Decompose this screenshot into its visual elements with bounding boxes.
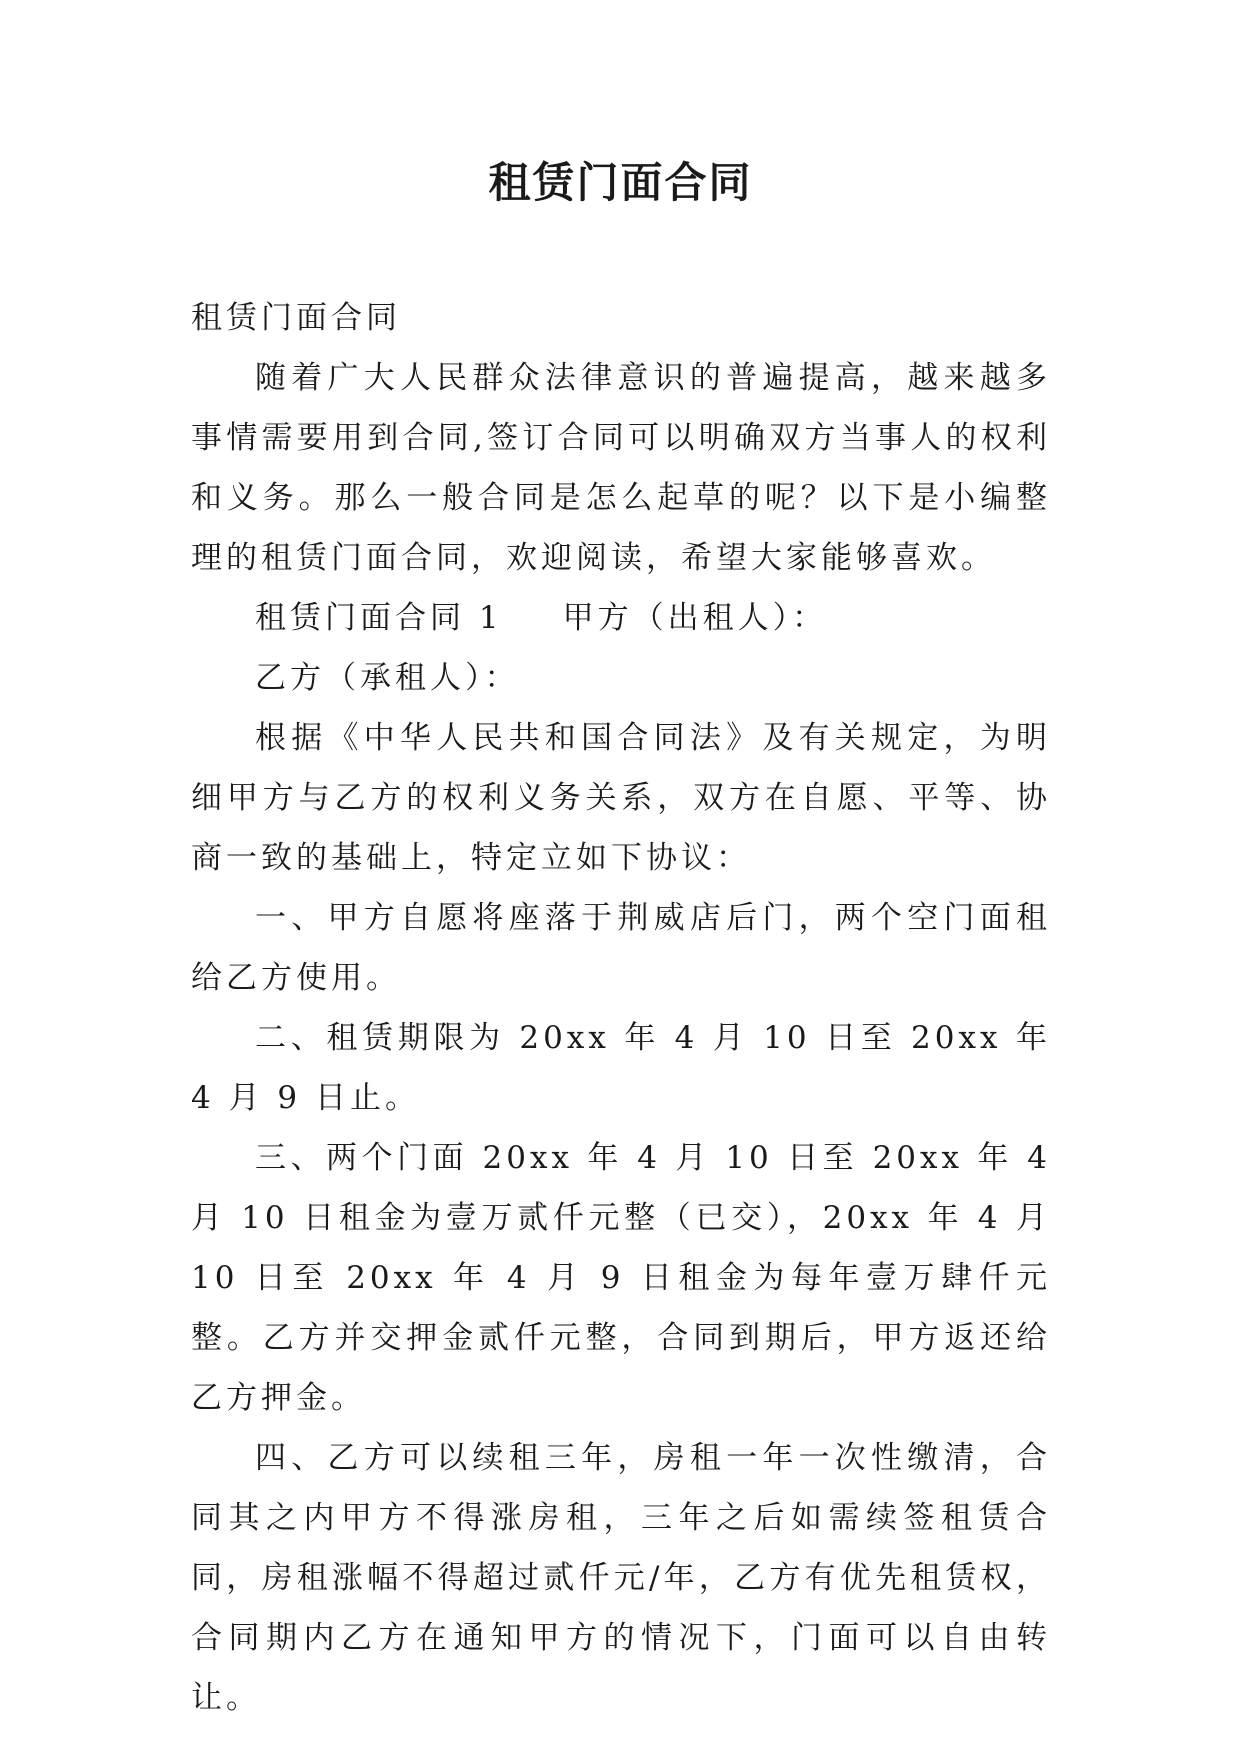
- document-title: 租赁门面合同: [488, 158, 753, 207]
- clause-4: 四、乙方可以续租三年，房租一年一次性缴清，合同其之内甲方不得涨房租，三年之后如需续签租赁合同，房租涨幅不得超过贰仟元/年，乙方有优先租赁权，合同期内乙方在通知甲方的情况下，门面可以自由转让。: [191, 1440, 1051, 1716]
- clause-2: 二、租赁期限为 20xx 年 4 月 10 日至 20xx 年 4 月 9 日止。: [191, 1020, 1051, 1116]
- intro-paragraph: 随着广大人民群众法律意识的普遍提高，越来越多事情需要用到合同,签订合同可以明确双方当事人的权利和义务。那么一般合同是怎么起草的呢？以下是小编整理的租赁门面合同，欢迎阅读，希望大家能够喜欢。: [191, 360, 1051, 576]
- contract-heading-line: [191, 588, 1051, 648]
- party-b-label: 乙方（承租人）：: [255, 660, 520, 696]
- party-a-label: 甲方（出租人）：: [562, 600, 828, 636]
- contract-heading: 租赁门面合同 1: [255, 600, 503, 636]
- clause-3: 三、两个门面 20xx 年 4 月 10 日至 20xx 年 4 月 10 日租金为壹万贰仟元整（已交），20xx 年 4 月 10 日至 20xx 年 4 月 9 日租金为每年壹万肆仟元整。乙方并交押金贰仟元整，合同到期后，甲方返还给乙方押金。: [191, 1140, 1051, 1416]
- document-subtitle: 租赁门面合同: [191, 300, 401, 336]
- basis-paragraph: 根据《中华人民共和国合同法》及有关规定，为明细甲方与乙方的权利义务关系，双方在自愿、平等、协商一致的基础上，特定立如下协议：: [191, 720, 1051, 876]
- document-body: [191, 288, 1051, 1728]
- clause-1: 一、甲方自愿将座落于荆威店后门，两个空门面租给乙方使用。: [191, 900, 1051, 996]
